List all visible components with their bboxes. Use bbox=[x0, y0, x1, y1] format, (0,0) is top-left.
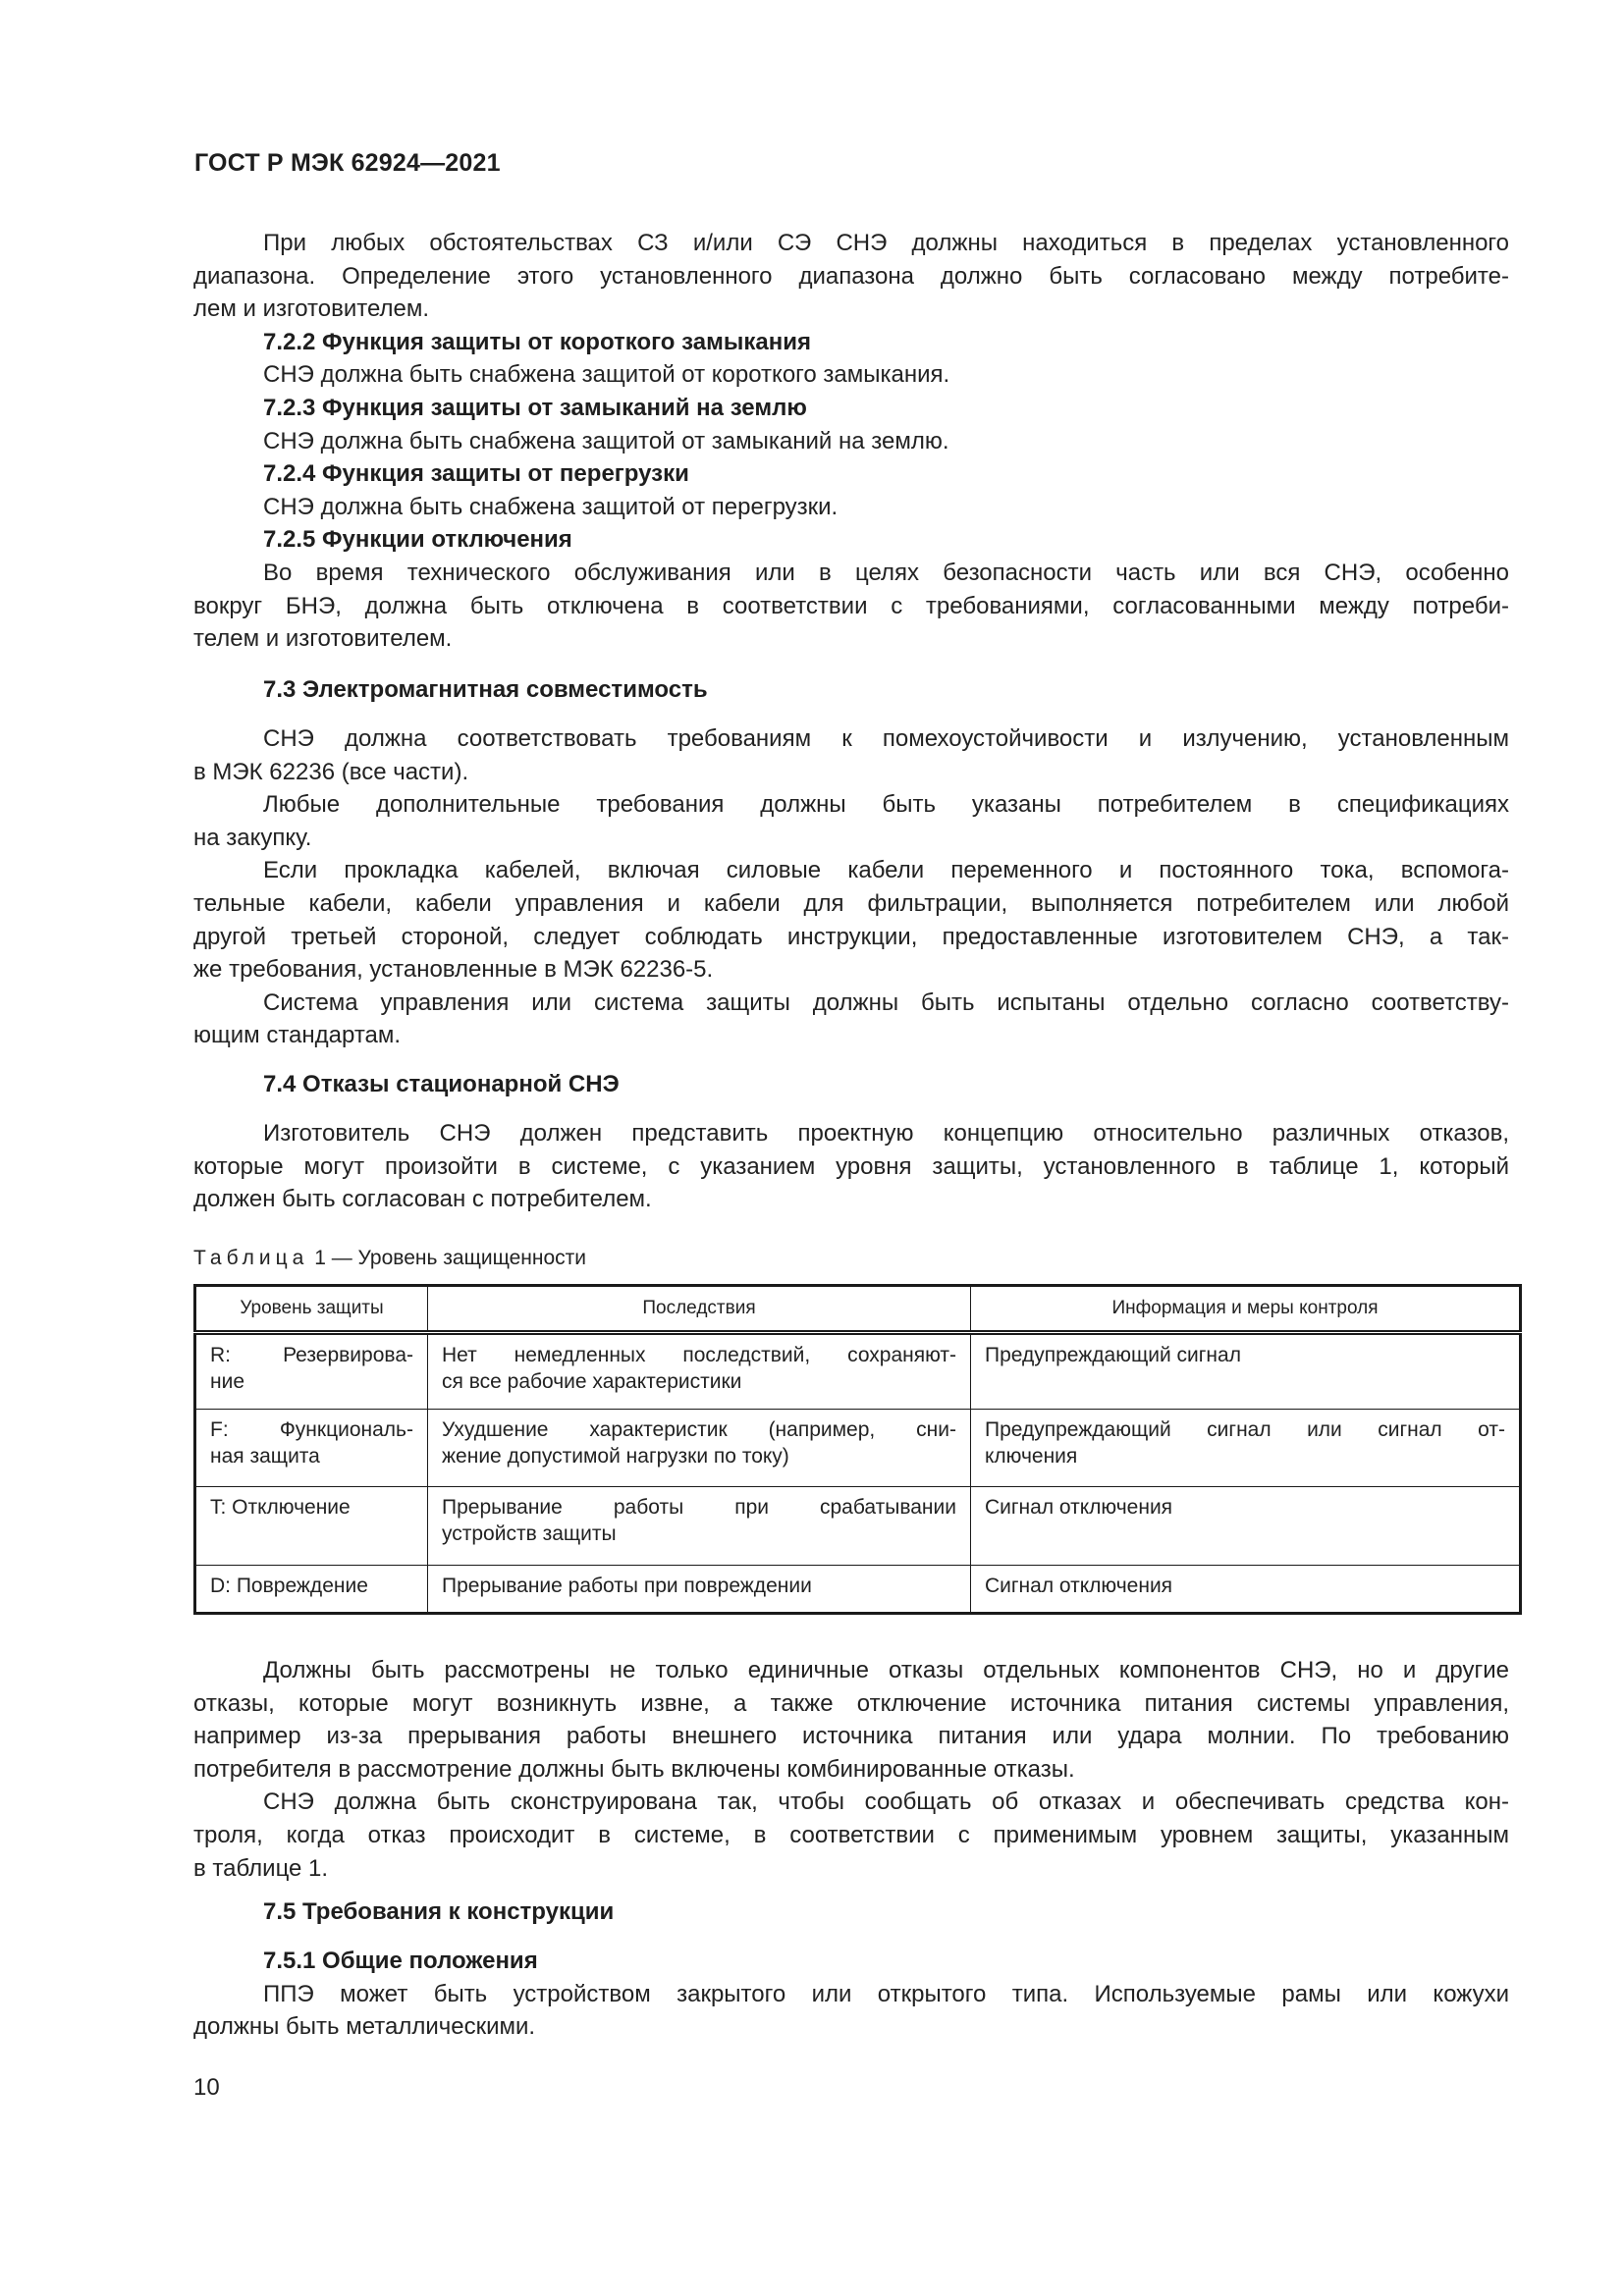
cell-level bbox=[195, 1487, 428, 1566]
cell-consequences bbox=[428, 1410, 971, 1487]
cell-info bbox=[971, 1410, 1521, 1487]
document-id-header: ГОСТ Р МЭК 62924—2021 bbox=[194, 149, 501, 177]
paragraph-7-2-2: СНЭ должна быть снабжена защитой от короткого замыкания. bbox=[263, 361, 950, 389]
heading-7-2-2: 7.2.2 Функция защиты от короткого замыкания bbox=[263, 328, 811, 355]
paragraph-line: При любых обстоятельствах СЗ и/или СЭ СНЭ должны находиться в пределах установленного bbox=[263, 230, 1509, 256]
paragraph-line: потребителя в рассмотрение должны быть включены комбинированные отказы. bbox=[193, 1755, 1075, 1783]
paragraph-line: лем и изготовителем. bbox=[193, 295, 430, 323]
table-row bbox=[195, 1487, 1521, 1566]
table-header-row bbox=[195, 1286, 1521, 1333]
paragraph-line: Любые дополнительные требования должны быть указаны потребителем в спецификациях bbox=[263, 791, 1509, 819]
cell-line: жение допустимой нагрузки по току) bbox=[442, 1445, 789, 1468]
section-7-4-after-table bbox=[193, 1654, 1509, 1885]
table-caption-label: Таблица bbox=[193, 1247, 309, 1269]
cell-level bbox=[195, 1410, 428, 1487]
section-7-5-1 bbox=[193, 1945, 1509, 2044]
paragraph-line: в МЭК 62236 (все части). bbox=[193, 758, 469, 785]
cell-line: ся все рабочие характеристики bbox=[442, 1370, 742, 1393]
paragraph-line: которые могут произойти в системе, с указанием уровня защиты, установленного в таблице 1, который bbox=[193, 1152, 1509, 1180]
cell-line: Ухудшение характеристик (например, сни- bbox=[442, 1418, 956, 1441]
cell-info bbox=[971, 1566, 1521, 1614]
column-header-info: Информация и меры контроля bbox=[971, 1286, 1521, 1333]
paragraph-7-2-3: СНЭ должна быть снабжена защитой от замыканий на землю. bbox=[263, 427, 949, 454]
section-7-4-body bbox=[193, 1117, 1509, 1216]
cell-level bbox=[195, 1566, 428, 1614]
cell-line: ключения bbox=[985, 1445, 1078, 1468]
paragraph-line: же требования, установленные в МЭК 62236-5. bbox=[193, 956, 714, 984]
table-row bbox=[195, 1566, 1521, 1614]
cell-line: Нет немедленных последствий, сохраняют- bbox=[442, 1344, 956, 1366]
heading-7-2-5: 7.2.5 Функции отключения bbox=[263, 526, 572, 554]
cell-line: R: Резервирова- bbox=[210, 1344, 413, 1366]
section-7-4 bbox=[193, 1068, 1509, 1101]
cell-info bbox=[971, 1487, 1521, 1566]
heading-7-5: 7.5 Требования к конструкции bbox=[263, 1898, 615, 1925]
cell-line: Предупреждающий сигнал или сигнал от- bbox=[985, 1418, 1505, 1441]
paragraph-line: тельные кабели, кабели управления и кабели для фильтрации, выполняется потребителем или любой bbox=[193, 889, 1509, 917]
paragraph-line: телем и изготовителем. bbox=[193, 625, 453, 653]
cell-line: D: Повреждение bbox=[210, 1575, 368, 1597]
paragraph-line: троля, когда отказ происходит в системе, в соответствии с применимым уровнем защиты, указанным bbox=[193, 1821, 1509, 1848]
paragraph-line: должны быть металлическими. bbox=[193, 2013, 536, 2041]
paragraph-line: СНЭ должна быть сконструирована так, чтобы сообщать об отказах и обеспечивать средства кон- bbox=[263, 1789, 1509, 1816]
section-7-3-body bbox=[193, 722, 1509, 1052]
cell-line: Прерывание работы при срабатывании bbox=[442, 1496, 956, 1519]
protection-level-table bbox=[193, 1284, 1522, 1615]
paragraph-line: Изготовитель СНЭ должен представить проектную концепцию относительно различных отказов, bbox=[263, 1120, 1509, 1147]
section-7-5 bbox=[193, 1896, 1509, 1929]
paragraph-line: в таблице 1. bbox=[193, 1854, 329, 1882]
paragraph-line: другой третьей стороной, следует соблюдать инструкции, предоставленные изготовителем СНЭ, а так- bbox=[193, 923, 1509, 950]
paragraph-line: Должны быть рассмотрены не только единичные отказы отдельных компонентов СНЭ, но и другие bbox=[263, 1657, 1509, 1683]
table-row bbox=[195, 1333, 1521, 1410]
cell-consequences bbox=[428, 1487, 971, 1566]
cell-line: Сигнал отключения bbox=[985, 1496, 1173, 1519]
cell-consequences bbox=[428, 1333, 971, 1410]
cell-line: ние bbox=[210, 1370, 245, 1393]
cell-level bbox=[195, 1333, 428, 1410]
section-7-2 bbox=[193, 227, 1509, 656]
heading-7-2-3: 7.2.3 Функция защиты от замыканий на землю bbox=[263, 394, 807, 421]
paragraph-line: Система управления или система защиты должны быть испытаны отдельно согласно соответству- bbox=[263, 988, 1509, 1016]
column-header-consequences: Последствия bbox=[428, 1286, 971, 1333]
paragraph-line: отказы, которые могут возникнуть извне, а также отключение источника питания системы управления, bbox=[193, 1689, 1509, 1717]
cell-line: Предупреждающий сигнал bbox=[985, 1344, 1241, 1366]
cell-line: Прерывание работы при повреждении bbox=[442, 1575, 812, 1597]
column-header-level: Уровень защиты bbox=[195, 1286, 428, 1333]
heading-7-5-1: 7.5.1 Общие положения bbox=[263, 1948, 538, 1974]
paragraph-line: СНЭ должна соответствовать требованиям к помехоустойчивости и излучению, установленным bbox=[263, 725, 1509, 752]
table-row bbox=[195, 1410, 1521, 1487]
paragraph-line: должен быть согласован с потребителем. bbox=[193, 1186, 652, 1213]
cell-consequences bbox=[428, 1566, 971, 1614]
heading-7-4: 7.4 Отказы стационарной СНЭ bbox=[263, 1071, 620, 1097]
heading-7-2-4: 7.2.4 Функция защиты от перегрузки bbox=[263, 460, 689, 488]
page-number: 10 bbox=[193, 2074, 220, 2101]
paragraph-line: ППЭ может быть устройством закрытого или открытого типа. Используемые рамы или кожухи bbox=[263, 1980, 1509, 2007]
paragraph-line: ющим стандартам. bbox=[193, 1022, 402, 1049]
paragraph-7-2-4: СНЭ должна быть снабжена защитой от перегрузки. bbox=[263, 493, 839, 520]
paragraph-line: вокруг БНЭ, должна быть отключена в соответствии с требованиями, согласованными между потреби- bbox=[193, 592, 1509, 619]
paragraph-line: на закупку. bbox=[193, 824, 312, 851]
table-caption bbox=[193, 1245, 586, 1272]
paragraph-line: Если прокладка кабелей, включая силовые кабели переменного и постоянного тока, вспомога- bbox=[263, 857, 1509, 884]
table-caption-title: 1 — Уровень защищенности bbox=[314, 1247, 587, 1269]
section-7-3 bbox=[193, 673, 1509, 707]
cell-line: ная защита bbox=[210, 1445, 320, 1468]
cell-line: F: Функциональ- bbox=[210, 1418, 413, 1441]
paragraph-line: Во время технического обслуживания или в целях безопасности часть или вся СНЭ, особенно bbox=[263, 559, 1509, 586]
cell-line: устройств защиты bbox=[442, 1522, 617, 1545]
cell-line: Сигнал отключения bbox=[985, 1575, 1173, 1597]
cell-info bbox=[971, 1333, 1521, 1410]
paragraph-line: диапазона. Определение этого установленного диапазона должно быть согласовано между потребите- bbox=[193, 262, 1509, 290]
cell-line: T: Отключение bbox=[210, 1496, 351, 1519]
heading-7-3: 7.3 Электромагнитная совместимость bbox=[263, 676, 708, 703]
paragraph-line: например из-за прерывания работы внешнего источника питания или удара молнии. По требованию bbox=[193, 1723, 1509, 1750]
